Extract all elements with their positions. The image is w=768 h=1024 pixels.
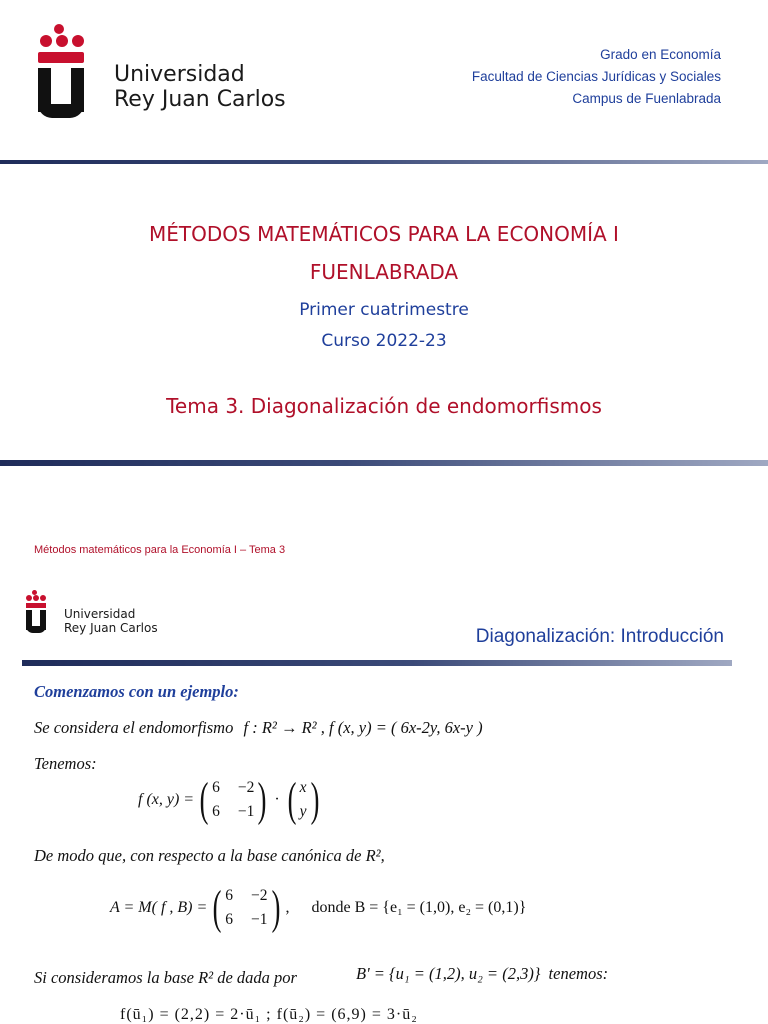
canonical-basis-text: De modo que, con respecto a la base canónica de R², — [34, 846, 385, 865]
university-name-small-line2: Rey Juan Carlos — [64, 620, 158, 635]
university-logo-icon — [38, 24, 98, 120]
tenemos-label: Tenemos: — [34, 754, 97, 773]
program-degree: Grado en Economía — [600, 47, 721, 62]
course-location: FUENLABRADA — [309, 260, 459, 284]
academic-year: Curso 2022-23 — [321, 331, 447, 351]
equation-a-lhs: A = M( f , B) = — [110, 899, 208, 916]
footer-divider — [0, 460, 768, 466]
slide-caption: Métodos matemáticos para la Economía I – Tema 3 — [34, 544, 286, 556]
cut-off-formula — [120, 1006, 500, 1024]
new-basis-text — [34, 968, 297, 988]
course-title: MÉTODOS MATEMÁTICOS PARA LA ECONOMÍA I — [149, 222, 619, 246]
matrix-cell: 6 — [212, 779, 220, 796]
cut-off-formula-text: f(ū₁) = (2,2) = 2·ū₁ ; f(ū₂) = (6,9) = 3·ū₂ — [120, 1006, 418, 1023]
program-info — [472, 44, 721, 110]
canonical-basis-definition: donde B = {e₁ = (1,0), e₂ = (0,1)} — [311, 899, 527, 916]
endomorphism-text: Se considera el endomorfismo — [34, 718, 234, 737]
matrix-a: ( 6 −2 6 −1 ) — [212, 881, 280, 934]
vector-cell: y — [299, 803, 307, 820]
new-basis-formula: B' = {u₁ = (1,2), u₂ = (2,3)} — [356, 964, 541, 983]
matrix-cell: −2 — [251, 887, 268, 904]
header-divider — [0, 160, 768, 164]
program-faculty: Facultad de Ciencias Jurídicas y Sociales — [471, 69, 721, 84]
coefficient-matrix: ( 6 −2 6 −1 ) — [199, 773, 267, 826]
university-name-line2: Rey Juan Carlos — [114, 87, 286, 113]
program-campus: Campus de Fuenlabrada — [572, 91, 721, 106]
section-divider — [22, 660, 732, 666]
matrix-cell: −2 — [237, 779, 255, 796]
matrix-cell: 6 — [212, 803, 220, 820]
university-name-line1: Universidad — [114, 62, 245, 87]
variable-vector: ( x y ) — [287, 773, 319, 826]
section-title: Diagonalización: Introducción — [475, 626, 724, 647]
new-basis-end: tenemos: — [548, 964, 609, 983]
matrix-cell: −1 — [237, 803, 255, 820]
new-basis-intro: Si consideramos la base R² de dada por — [34, 968, 297, 987]
vector-cell: x — [299, 779, 307, 796]
endomorphism-formula: f : R² → R² , f (x, y) = ( 6x-2y, 6x-y ) — [243, 718, 483, 737]
matrix-equation: f (x, y) = ( 6 −2 6 −1 ) · ( x y ) — [138, 776, 325, 824]
matrix-cell: −1 — [251, 911, 268, 928]
new-basis-definition — [356, 964, 608, 984]
university-logo-small-icon — [26, 590, 50, 638]
matrix-a-equation: A = M( f , B) = ( 6 −2 6 −1 ) , donde B = {e₁ = (1,0), e₂ = (0,1)} — [110, 881, 527, 934]
equation-lhs: f (x, y) = — [138, 791, 195, 808]
title-slide — [0, 0, 768, 470]
topic-title: Tema 3. Diagonalización de endomorfismos — [166, 394, 602, 418]
endomorphism-statement — [34, 718, 483, 738]
example-heading: Comenzamos con un ejemplo: — [34, 682, 239, 701]
university-name-small — [64, 608, 158, 636]
semester-label: Primer cuatrimestre — [299, 300, 469, 320]
content-slide — [0, 520, 768, 1024]
matrix-cell: 6 — [225, 887, 234, 904]
university-name — [114, 62, 286, 113]
university-name-small-line1: Universidad — [64, 607, 136, 621]
matrix-cell: 6 — [225, 911, 234, 928]
